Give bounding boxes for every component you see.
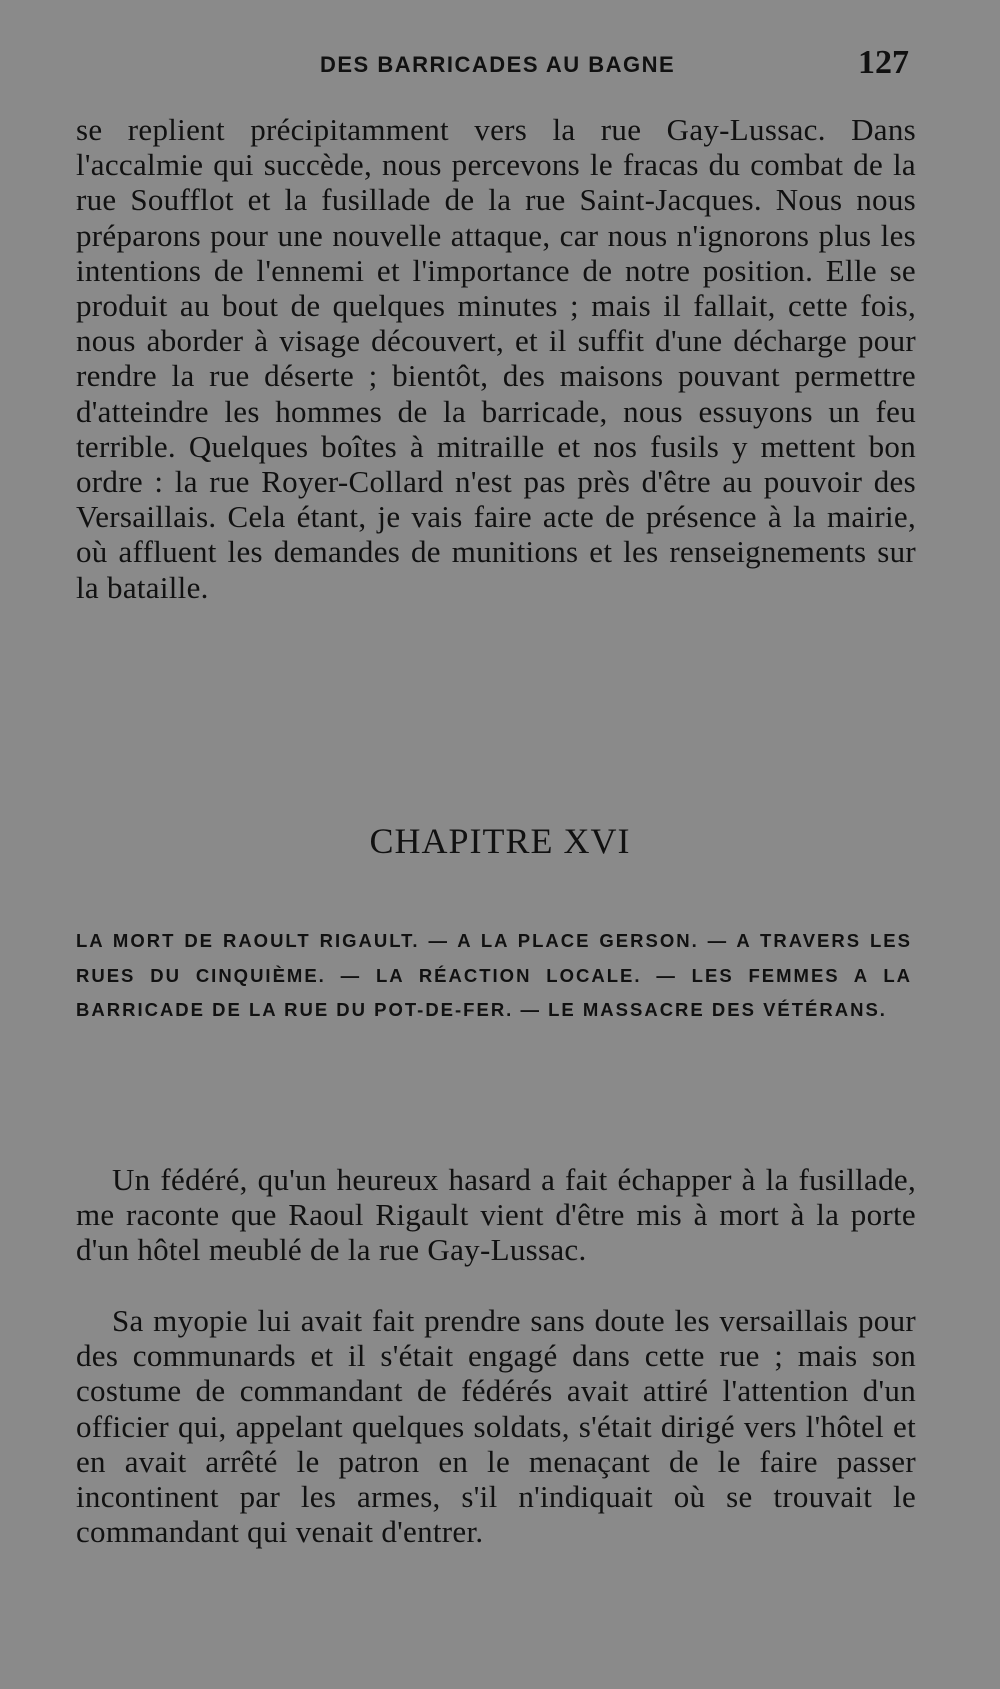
chapter-summary: LA MORT DE RAOULT RIGAULT. — A LA PLACE GERSON. — A TRAVERS LES RUES DU CINQUIÈME. — LA RÉACTION LOCALE. — LES FEMMES A LA BARRICADE DE LA RUE DU POT-DE-FER. — LE MASSACRE DES VÉTÉRANS. xyxy=(76,930,912,1020)
running-title: DES BARRICADES AU BAGNE xyxy=(320,52,676,77)
paragraph-continued: se replient précipitamment vers la rue Gay-Lussac. Dans l'accalmie qui succède, nous percevons le fracas du combat de la rue Soufflot et la fusillade de la rue Saint-Jacques. Nous nous préparons pour une nouvelle attaque, car nous n'ignorons plus les intentions de l'ennemi et l'importance de notre position. Elle se produit au bout de quelques minutes ; mais il fallait, cette fois, nous aborder à visage découvert, et il suffit d'une décharge pour rendre la rue déserte ; bientôt, des maisons pouvant permettre d'atteindre les hommes de la barricade, nous essuyons un feu terrible. Quelques boîtes à mitraille et nos fusils y mettent bon ordre : la rue Royer-Collard n'est pas près d'être au pouvoir des Versaillais. Cela étant, je vais faire acte de présence à la mairie, où affluent les demandes de munitions et les renseignements sur la bataille. xyxy=(76,112,916,605)
paragraph-opening: Un fédéré, qu'un heureux hasard a fait échapper à la fusillade, me raconte que Raoul Rigault vient d'être mis à mort à la porte d'un hôtel meublé de la rue Gay-Lussac. xyxy=(76,1162,916,1268)
running-head xyxy=(0,44,1000,84)
page-number: 127 xyxy=(858,44,909,81)
chapter-title: CHAPITRE XVI xyxy=(369,821,631,861)
paragraph: Sa myopie lui avait fait prendre sans doute les versaillais pour des communards et il s'était engagé dans cette rue ; mais son costume de commandant de fédérés avait attiré l'attention d'un officier qui, appelant quelques soldats, s'était dirigé vers l'hôtel et en avait arrêté le patron en le menaçant de le faire passer incontinent par les armes, s'il n'indiquait où se trouvait le commandant qui venait d'entrer. xyxy=(76,1303,916,1550)
